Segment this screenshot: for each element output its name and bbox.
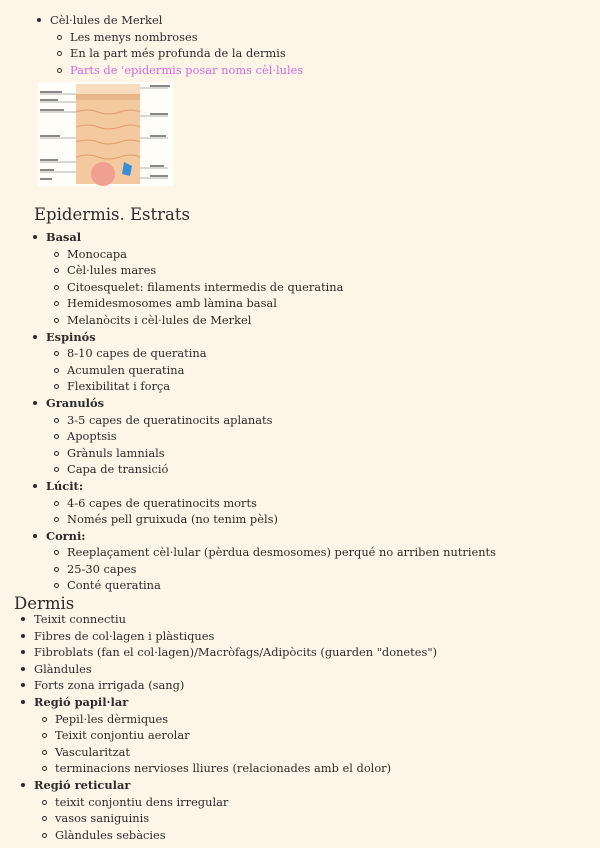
list-item: 3-5 capes de queratinocits aplanats: [67, 412, 496, 429]
stratum-granulos: Granulós: [46, 395, 496, 412]
list-item: Fibroblats (fan el col·lagen)/Macròfags/Adipòcits (guarden "donetes"): [34, 645, 438, 660]
stratum-corni: Corni:: [46, 528, 496, 545]
list-item: vasos saniguinis: [55, 810, 437, 827]
region-reticular: Regió reticular: [34, 777, 437, 794]
list-item: Parts de 'epidermis posar noms cèl·lules: [70, 62, 304, 77]
stratum-espinos: Espinós: [46, 329, 496, 346]
list-item: Conté queratina: [67, 577, 496, 594]
list-item: Cèl·lules mares: [67, 262, 496, 279]
list-item: Apoptsis: [67, 428, 496, 445]
merkel-list: [50, 12, 303, 78]
list-item: En la part més profunda de la dermis: [70, 45, 303, 62]
merkel-title: Cèl·lules de Merkel: [50, 13, 163, 27]
list-item: Pepil·les dèrmiques: [55, 711, 437, 728]
stratum-basal: Basal: [46, 229, 496, 246]
list-item: Només pell gruixuda (no tenim pèls): [67, 511, 496, 528]
list-item: Forts zona irrigada (sang): [34, 677, 437, 694]
epidermis-heading: Epidermis. Estrats: [34, 205, 190, 224]
dermis-heading: Dermis: [14, 594, 75, 613]
skin-layers-diagram: [38, 82, 174, 186]
list-item: Grànuls lamnials: [67, 445, 496, 462]
list-item: Glàndules: [34, 661, 437, 678]
list-item: Hemidesmosomes amb làmina basal: [67, 295, 496, 312]
list-item: Glàndules sebàcies: [55, 827, 437, 844]
list-item: Teixit conjontiu aerolar: [55, 727, 437, 744]
list-item: Vascularitzat: [55, 744, 437, 761]
dermis-list: [34, 611, 437, 843]
list-item: [50, 12, 303, 29]
list-item: 8-10 capes de queratina: [67, 345, 496, 362]
list-item: Monocapa: [67, 246, 496, 263]
list-item: Teixit connectiu: [34, 611, 437, 628]
list-item: 4-6 capes de queratinocits morts: [67, 495, 496, 512]
list-item: Les menys nombroses: [70, 29, 303, 46]
list-item: Capa de transició: [67, 461, 496, 478]
list-item: Acumulen queratina: [67, 362, 496, 379]
list-item: Fibres de col·lagen i plàstiques: [34, 628, 437, 645]
list-item: 25-30 capes: [67, 561, 496, 578]
region-papillar: Regió papil·lar: [34, 694, 437, 711]
list-item: Flexibilitat i força: [67, 378, 496, 395]
list-item: terminacions nervioses lliures (relacionades amb el dolor): [55, 760, 437, 777]
list-item: Reeplaçament cèl·lular (pèrdua desmosomes) perqué no arriben nutrients: [67, 545, 496, 560]
list-item: teixit conjontiu dens irregular: [55, 794, 437, 811]
list-item: Citoesquelet: filaments intermedis de queratina: [67, 279, 496, 296]
stratum-lucid: Lúcit:: [46, 478, 496, 495]
strata-list: [46, 229, 496, 594]
list-item: Melanòcits i cèl·lules de Merkel: [67, 312, 496, 329]
